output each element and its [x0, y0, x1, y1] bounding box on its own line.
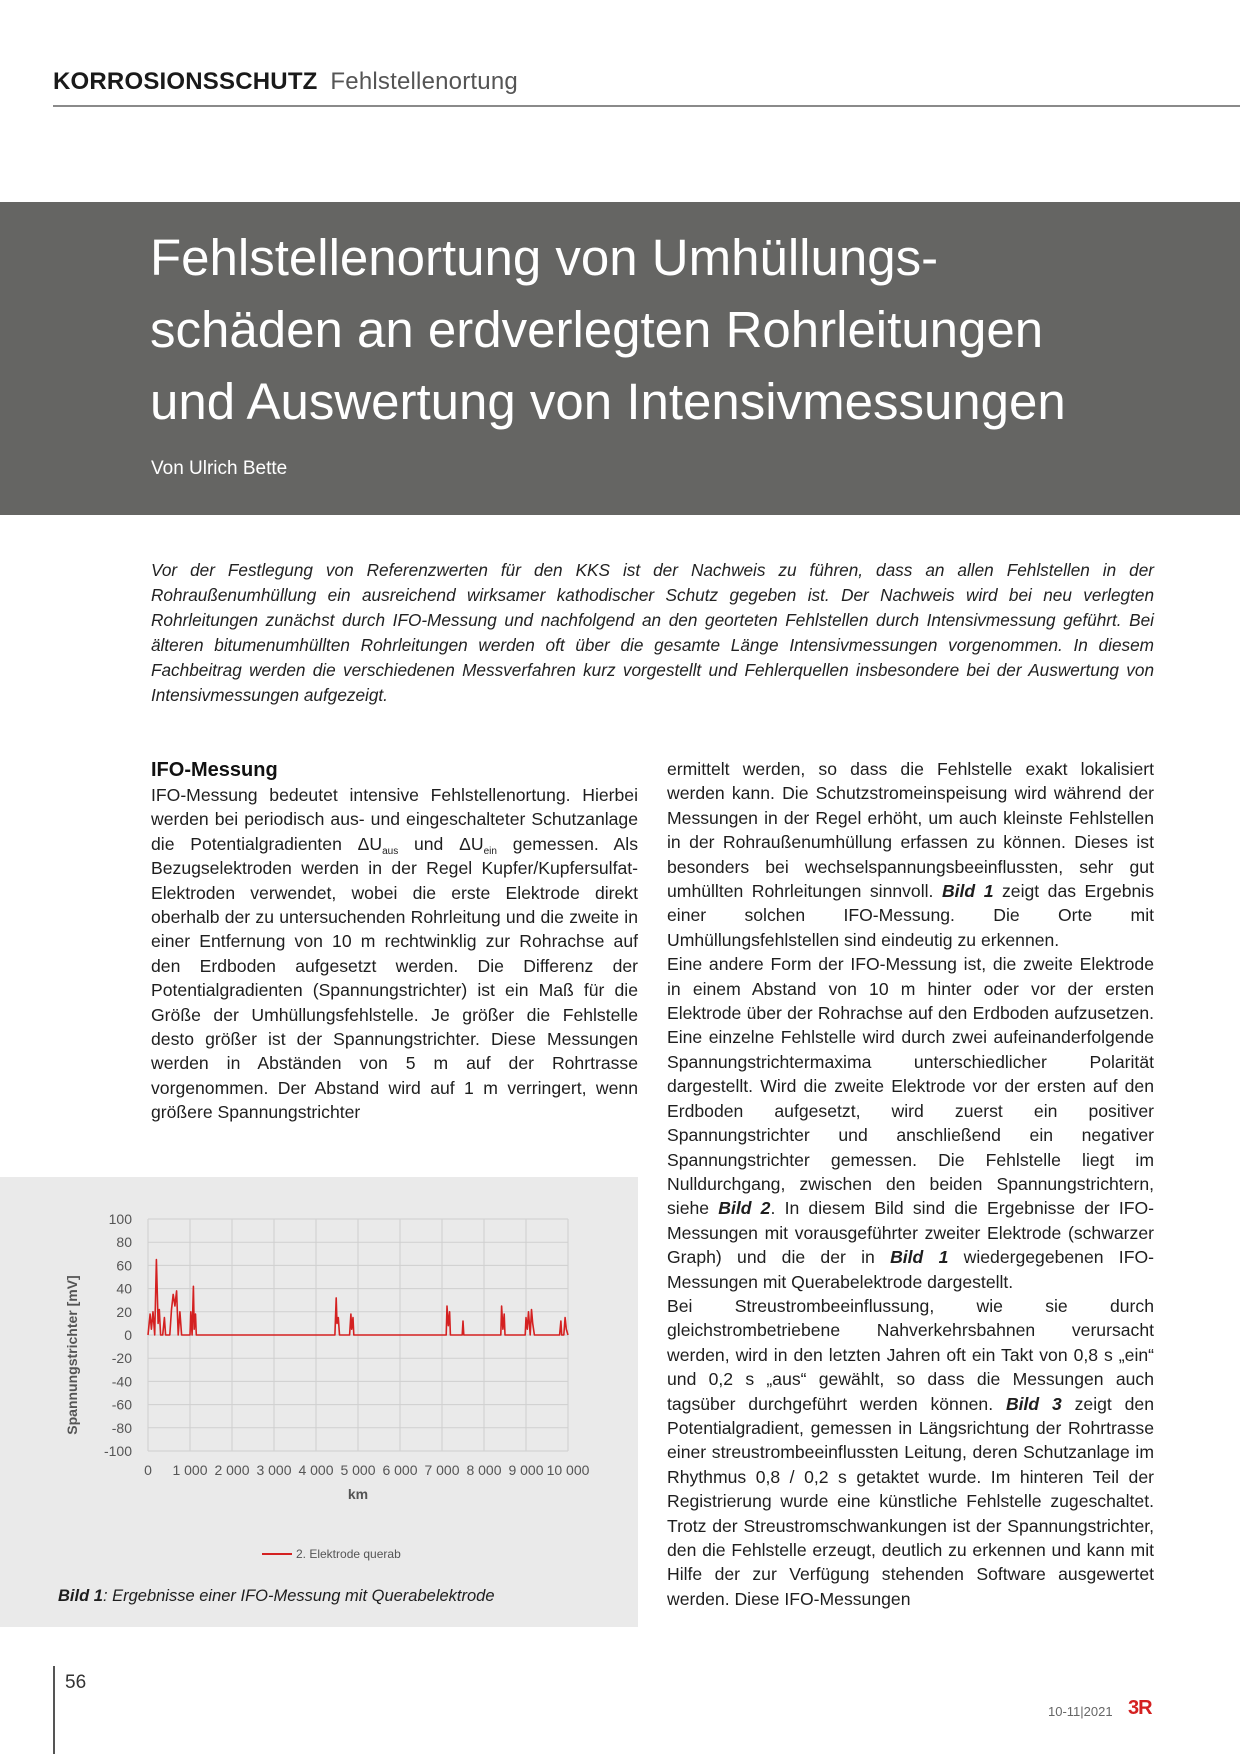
author-byline: Von Ulrich Bette: [151, 458, 288, 479]
x-tick-label: 2 000: [214, 1462, 250, 1478]
text-run: Eine andere Form der IFO-Messung ist, die zweite Elektrode in einem Abstand von 10 m hinter oder vor der ersten Elektrode über der Rohrachse auf den Erdboden aufzusetzen. Eine einzelne Fehlstelle wird durch zwei aufeinanderfolgende Spannungstrichtermaxima unterschiedlicher Polarität dargestellt. Wird die zweite Elektrode vor der ersten auf den Erdboden aufgesetzt, wird zuerst ein positiver Spannungstrichter und anschließend ein negativer Spannungstrichter gemessen. Die Fehlstelle liegt im Nulldurchgang, zwischen den beiden Spannungstrichtern, siehe: [667, 954, 1154, 1219]
x-axis-title: km: [347, 1486, 369, 1502]
subscript-ein: ein: [483, 845, 497, 857]
abstract: Vor der Festlegung von Referenzwerten für den KKS ist der Nachweis zu führen, dass an allen Fehlstellen in der Rohraußenumhüllung ein ausreichend wirksamer kathodischer Schutz gegeben ist. Der Nachweis wird bei neu verlegten Rohrleitungen zunächst durch IFO-Messung und nachfolgend an den georteten Fehlstellen durch Intensivmessung geführt. Bei älteren bitumenumhüllten Rohrleitungen werden oft über die gesamte Länge Intensivmessungen vorgenommen. In diesem Fachbeitrag werden die verschiedenen Messverfahren kurz vorgestellt und Fehlerquellen insbesondere bei der Auswertung von Intensivmessungen aufgezeigt.: [151, 560, 1154, 706]
x-tick-label: 6 000: [382, 1462, 418, 1478]
x-tick-label: 10 000: [546, 1462, 590, 1478]
x-tick-label: 4 000: [298, 1462, 334, 1478]
topic-label: Fehlstellenortung: [330, 68, 518, 95]
text-run: Bei Streustrombeeinflussung, wie sie durch gleichstrombetriebene Nahverkehrsbahnen verursacht werden, wird in den letzten Jahren oft ein Takt von 0,8 s „ein“ und 0,2 s „aus“ gewählt, so dass die Messungen auch tagsüber durchgeführt werden können.: [667, 1295, 1154, 1414]
text-run: . In diesem Bild sind die Ergebnisse der IFO-Messungen mit vorausgeführter zweiter Elektrode (schwarzer Graph) und die der in: [667, 1198, 1155, 1268]
y-tick-label: -20: [111, 1350, 132, 1367]
text-run: wiedergegebenen IFO-Messungen mit Querabelektrode dargestellt.: [667, 1247, 1154, 1292]
title-line: und Auswertung von Intensivmessungen: [150, 373, 1066, 430]
y-tick-label: 80: [116, 1234, 132, 1251]
left-column: [151, 757, 638, 1125]
title-line: Fehlstellenortung von Umhüllungs-: [150, 229, 939, 286]
y-tick-label: 0: [124, 1327, 132, 1343]
x-tick-label: 7 000: [424, 1462, 460, 1478]
title-line: schäden an erdverlegten Rohrleitungen: [150, 301, 1044, 358]
article-title: [150, 222, 1210, 438]
body-paragraph: [667, 1294, 1154, 1611]
y-tick-label: -40: [111, 1373, 132, 1390]
figure-bild-1: [0, 1177, 638, 1627]
text-run: IFO-Messung bedeutet intensive Fehlstellenortung. Hierbei werden bei periodisch aus- und eingeschalteter Schutzanlage die Potentialgradienten ΔU: [151, 785, 638, 854]
x-tick-label: 0: [144, 1462, 152, 1478]
figure-reference: Bild 1: [941, 881, 994, 902]
title-band: [0, 202, 1240, 515]
y-axis-title: Spannungstrichter [mV]: [64, 1275, 80, 1435]
caption-label: Bild 1: [58, 1587, 103, 1605]
brand-logo: 3R: [1128, 1697, 1152, 1719]
x-tick-label: 5 000: [340, 1462, 376, 1478]
legend-label: 2. Elektrode querab: [296, 1547, 401, 1561]
page-number: 56: [65, 1672, 87, 1693]
text-run: gemessen. Als Bezugselektroden werden in der Regel Kupfer/Kupfersulfat-Elektroden verwendet, wobei die erste Elektrode direkt oberhalb der zu untersuchenden Rohrleitung und die zweite in einer Entfernung von 10 m rechtwinklig zur Rohrachse auf den Erdboden aufgesetzt werden. Die Differenz der Potentialgradienten (Spannungstrichter) ist ein Maß für die Größe der Umhüllungsfehlstelle. Je größer die Fehlstelle desto größer ist der Spannungstrichter. Diese Messungen werden in Abständen von 5 m auf der Rohrtrasse vorgenommen. Der Abstand wird auf 1 m verringert, wenn größere Spannungstrichter: [151, 833, 638, 1123]
section-heading: IFO-Messung: [151, 759, 278, 781]
footer-rule: [53, 1666, 55, 1754]
y-tick-label: 60: [116, 1257, 132, 1274]
section-label: KORROSIONSSCHUTZ: [53, 68, 318, 95]
y-tick-label: -60: [111, 1396, 132, 1413]
subscript-aus: aus: [382, 845, 399, 857]
body-paragraph: [151, 783, 638, 1125]
right-column: [667, 757, 1154, 1611]
caption-text: : Ergebnisse einer IFO-Messung mit Querabelektrode: [102, 1587, 495, 1605]
text-run: zeigt den Potentialgradient, gemessen in Längsrichtung der Rohrtrasse einer streustrombeeinflussten Leitung, deren Schutzanlage im Rhythmus 0,8 / 0,2 s getaktet wurde. Im hinteren Teil der Registrierung wurde eine künstliche Fehlstelle zugeschaltet. Trotz der Streustromschwankungen ist der Spannungstrichter, den die Fehlstelle erzeugt, deutlich zu erkennen und kann mit Hilfe der zur Verfügung stehenden Software ausgewertet werden. Diese IFO-Messungen: [667, 1393, 1154, 1609]
x-tick-label: 3 000: [256, 1462, 292, 1478]
x-tick-label: 9 000: [508, 1462, 544, 1478]
header-rule: [53, 105, 1240, 107]
y-tick-label: 20: [116, 1303, 132, 1320]
y-tick-label: -80: [111, 1419, 132, 1436]
text-run: zeigt das Ergebnis einer solchen IFO-Messung. Die Orte mit Umhüllungsfehlstellen sind eindeutig zu erkennen.: [667, 881, 1154, 950]
issue-label: 10-11|2021: [1048, 1704, 1113, 1719]
body-paragraph: [667, 757, 1154, 952]
figure-caption: [58, 1587, 495, 1606]
y-tick-label: 40: [116, 1280, 132, 1297]
figure-reference: Bild 2: [718, 1198, 771, 1219]
x-tick-label: 8 000: [466, 1462, 502, 1478]
running-head: [53, 68, 518, 96]
x-tick-label: 1 000: [172, 1462, 208, 1478]
text-run: und ΔU: [398, 833, 484, 854]
ifo-chart: [0, 1177, 638, 1577]
body-paragraph: [667, 952, 1154, 1294]
figure-reference: Bild 1: [890, 1247, 949, 1268]
text-run: ermittelt werden, so dass die Fehlstelle exakt lokalisiert werden kann. Die Schutzstromeinspeisung wird während der Messungen in der Regel erhöht, um auch kleinste Fehlstellen in der Rohraußenumhüllung erfassen zu können. Dieses ist besonders bei wechselspannungsbeeinflussten, sehr gut umhüllten Rohrleitungen sinnvoll.: [667, 759, 1154, 902]
figure-reference: Bild 3: [1005, 1393, 1062, 1414]
y-tick-label: 100: [108, 1211, 132, 1227]
y-tick-label: -100: [103, 1443, 132, 1459]
